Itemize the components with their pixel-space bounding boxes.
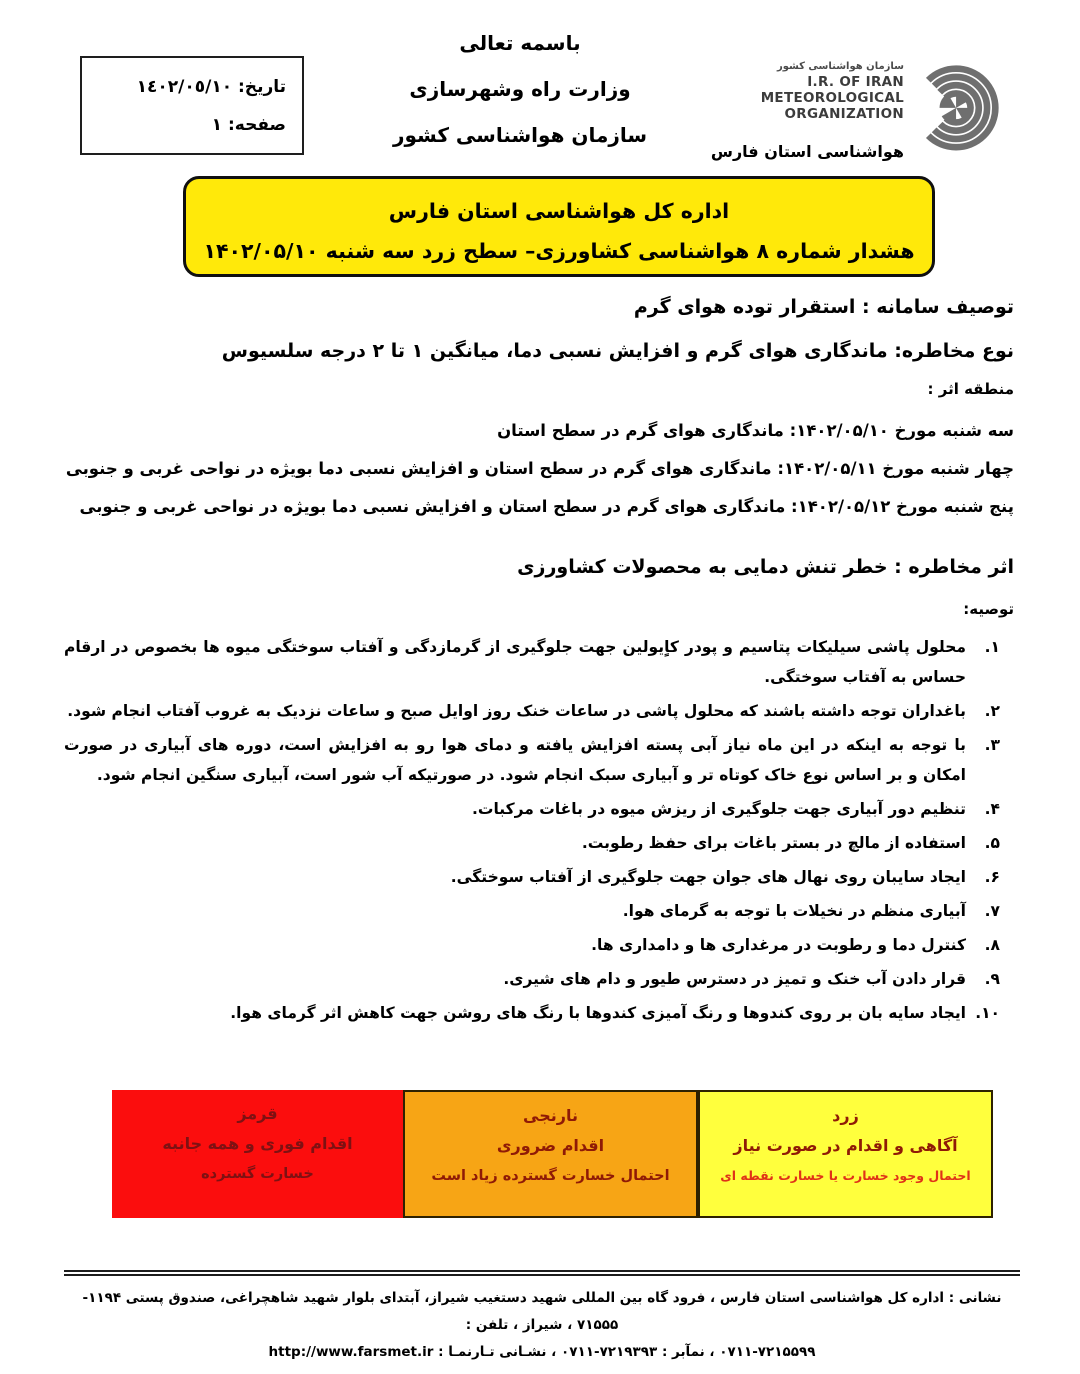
footer-divider <box>64 1270 1020 1276</box>
advice-number: ۵. <box>984 834 1000 852</box>
level-title: نارنجی <box>523 1106 578 1125</box>
date-page-box <box>80 56 304 155</box>
forecast-day-3: پنج شنبه مورخ ۱۴۰۲/۰۵/۱۲: ماندگاری هوای گرم در سطح استان و افزایش نسبی دما بویژه در نواحی غربی و جنوبی <box>79 497 1014 516</box>
advice-text: ایجاد سایبان روی نهال های جوان جهت جلوگیری از آفتاب سوختگی. <box>450 868 966 886</box>
warning-banner <box>183 176 935 277</box>
org-name-en-line2: METEOROLOGICAL <box>760 90 904 106</box>
letterhead-organization: سازمان هواشناسی کشور <box>392 123 648 147</box>
advice-item-7 <box>64 896 1014 926</box>
advice-item-10 <box>64 998 1014 1028</box>
letterhead-bismillah: باسمه تعالی <box>459 31 581 55</box>
advice-item-6 <box>64 862 1014 892</box>
org-logo-text <box>761 60 904 122</box>
level-action: اقدام ضروری <box>496 1136 605 1155</box>
meteorological-spiral-logo-icon <box>892 48 1016 172</box>
advice-item-4 <box>64 794 1014 824</box>
level-title: زرد <box>832 1106 859 1125</box>
advice-text: ایجاد سایه بان بر روی کندوها و رنگ آمیزی کندوها با رنگ های روشن جهت کاهش اثر گرمای هوا. <box>230 1004 966 1022</box>
advice-label: توصیه: <box>963 600 1014 618</box>
level-damage: احتمال وجود خسارت یا خسارت نقطه ای <box>720 1168 971 1183</box>
level-action: اقدام فوری و همه جانبه <box>162 1134 353 1153</box>
letterhead-ministry: وزارت راه وشهرسازی <box>409 77 631 101</box>
advice-text: استفاده از مالچ در بستر باغات برای حفظ رطوبت. <box>581 834 966 852</box>
affected-area-label: منطقه اثر : <box>927 380 1014 398</box>
warning-level-yellow <box>698 1090 993 1218</box>
advice-number: ۲. <box>984 702 1000 720</box>
system-description: توصیف سامانه : استقرار توده هوای گرم <box>633 296 1014 318</box>
advice-item-3 <box>64 730 1014 790</box>
level-damage: احتمال خسارت گسترده زیاد است <box>431 1168 670 1184</box>
org-logo-block <box>710 38 1016 178</box>
forecast-day-1: سه شنبه مورخ ۱۴۰۲/۰۵/۱۰: ماندگاری هوای گرم در سطح استان <box>497 421 1014 440</box>
hazard-type: نوع مخاطره: ماندگاری هوای گرم و افزایش نسبی دما، میانگین ۱ تا ۲ درجه سلسیوس <box>221 340 1014 362</box>
warning-level-legend <box>112 1090 993 1218</box>
footer-address: نشانی : اداره کل هواشناسی استان فارس ، فرود گاه بین المللی شهید دستغیب شیراز، آبتدای بلوار شهید شاهچراغی، صندوق پستی ۱۱۹۴- ۷۱۵۵۵ ، شیراز ، تلفن : <box>82 1290 1002 1333</box>
advice-text: باغداران توجه داشته باشند که محلول پاشی در ساعات خنک روز اوایل صبح و ساعات نزدیک به غروب آفتاب انجام شود. <box>67 702 966 720</box>
banner-warning-title: هشدار شماره ۸ هواشناسی کشاورزی– سطح زرد سه شنبه ۱۴۰۲/۰۵/۱۰ <box>203 239 915 263</box>
level-damage: خسارت گسترده <box>201 1166 314 1182</box>
warning-level-orange <box>403 1090 698 1218</box>
advice-number: ۸. <box>984 936 1000 954</box>
page-number: صفحه: ١ <box>211 115 286 135</box>
advice-text: آبیاری منظم در نخیلات با توجه به گرمای هوا. <box>622 902 966 920</box>
advice-number: ۳. <box>984 736 1000 754</box>
footer-contact: ۰۷۱۱-۷۲۱۵۵۹۹ ، نمآبر : ۷۲۱۹۳۹۳-۰۷۱۱ ، نشـانی تـارنمـا : http://www.farsmet.ir <box>268 1344 816 1360</box>
warning-level-red <box>112 1090 403 1218</box>
province-office-label: هواشناسی استان فارس <box>710 142 904 161</box>
advice-text: تنظیم دور آبیاری جهت جلوگیری از ریزش میوه در باغات مرکبات. <box>472 800 966 818</box>
letterhead <box>330 20 710 158</box>
document-footer <box>64 1270 1020 1366</box>
advice-number: ۱۰. <box>975 1004 1000 1022</box>
advice-text: با توجه به اینکه در این ماه نیاز آبی پسته افزایش یافته و دمای هوا رو به افزایش است، دوره های آبیاری در صورت امکان و بر اساس نوع خاک کوتاه تر و آبیاری سبک انجام شود. در صورتیکه آب شور است، آبیاری سنگین انجام شود. <box>64 736 966 784</box>
advice-text: کنترل دما و رطوبت در مرغداری ها و دامداری ها. <box>591 936 966 954</box>
level-title: قرمز <box>237 1104 278 1123</box>
advice-number: ۱. <box>984 638 1000 656</box>
org-name-farsi-small: سازمان هواشناسی کشور <box>776 61 904 72</box>
date-value: تاریخ: ١٤٠٢/٠٥/١٠ <box>136 77 286 97</box>
advice-number: ۷. <box>984 902 1000 920</box>
advice-number: ۴. <box>984 800 1000 818</box>
advice-item-8 <box>64 930 1014 960</box>
hazard-effect: اثر مخاطره : خطر تنش دمایی به محصولات کشاورزی <box>517 556 1014 578</box>
banner-office-title: اداره کل هواشناسی استان فارس <box>388 199 730 223</box>
org-name-en-line1: I.R. OF IRAN <box>807 74 904 90</box>
document-body <box>64 296 1014 1032</box>
advice-text: محلول پاشی سیلیکات پتاسیم و پودر کاٍیولین جهت جلوگیری از گرمازدگی و آفتاب سوختگی میوه ها بخصوص در ارقام حساس به آفتاب سوختگی. <box>64 638 966 686</box>
advice-item-9 <box>64 964 1014 994</box>
advice-number: ۶. <box>984 868 1000 886</box>
advice-text: قرار دادن آب خنک و تمیز در دسترس طیور و دام های شیری. <box>503 970 966 988</box>
advice-item-5 <box>64 828 1014 858</box>
advice-item-2 <box>64 696 1014 726</box>
forecast-day-2: چهار شنبه مورخ ۱۴۰۲/۰۵/۱۱: ماندگاری هوای گرم در سطح استان و افزایش نسبی دما بویژه در نواحی غربی و جنوبی <box>65 459 1014 478</box>
org-name-en-line3: ORGANIZATION <box>784 106 904 122</box>
level-action: آگاهی و اقدام در صورت نیاز <box>733 1136 958 1155</box>
advice-number: ۹. <box>984 970 1000 988</box>
advice-item-1 <box>64 632 1014 692</box>
